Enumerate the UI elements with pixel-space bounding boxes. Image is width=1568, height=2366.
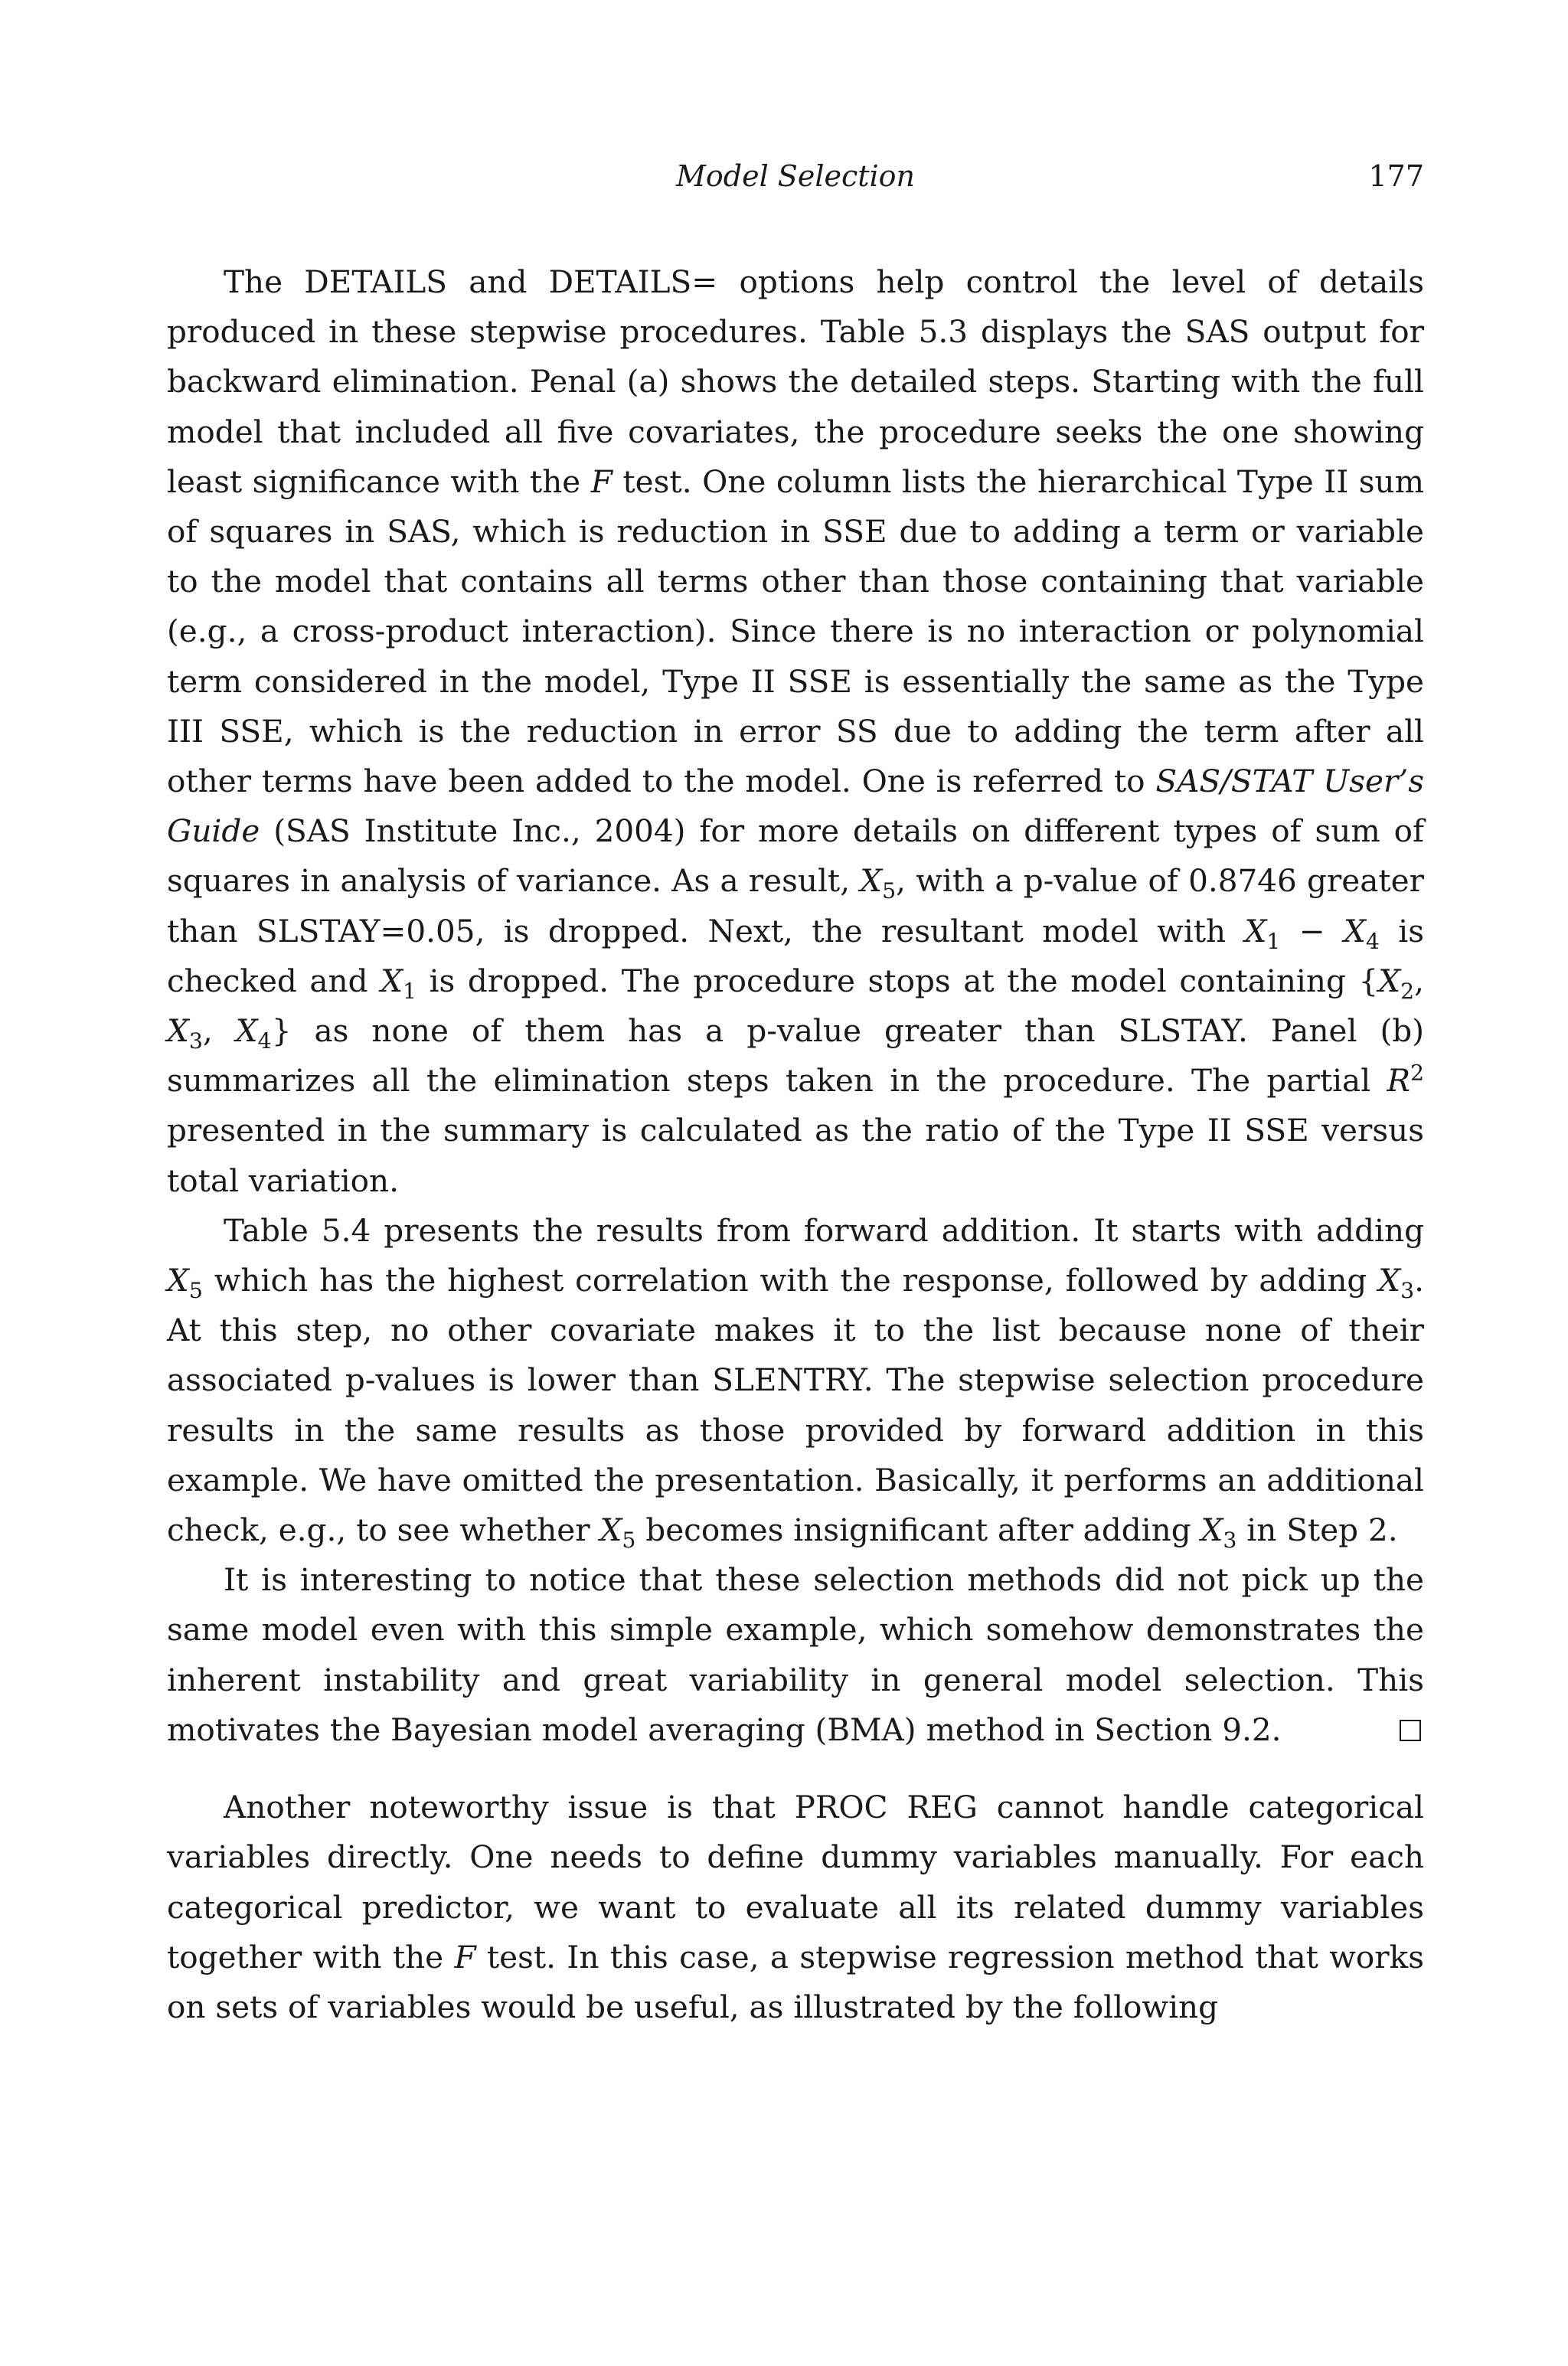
- running-head: [167, 153, 1424, 199]
- page-number: 177: [1368, 159, 1424, 193]
- paragraph-instability: [167, 1555, 1424, 1755]
- paragraph-forward-addition: Table 5.4 presents the results from forward addition. It starts with adding $X_5$ which has the highest correlation with the response, followed by adding $X_3$. At this step, no other covariate makes it to the list because none of their associated p-values is lower than SLENTRY. The stepwise selection procedure results in the same results as those provided by forward addition in this example. We have omitted the presentation. Basically, it performs an additional check, e.g., to see whether $X_5$ becomes insignificant after adding $X_3$ in Step 2.: [167, 1211, 1424, 1554]
- body-text: [167, 257, 1424, 2032]
- paragraph-categorical-variables: Another noteworthy issue is that PROC REG cannot handle categorical variables directly. One needs to define dummy variables manually. For each categorical predictor, we want to evaluate all its related dummy variables together with the F test. In this case, a stepwise regression method that works on sets of variables would be useful, as illustrated by the following: [167, 1789, 1424, 2025]
- running-title: Model Selection: [675, 159, 916, 193]
- qed-square-icon: [1400, 1720, 1421, 1741]
- page: [167, 0, 1424, 2366]
- paragraph-backward-elimination: The DETAILS and DETAILS= options help control the level of details produced in these stepwise procedures. Table 5.3 displays the SAS output for backward elimination. Penal (a) shows the detailed steps. Starting with the full model that included all five covariates, the procedure seeks the one showing least significance with the F test. One column lists the hierarchical Type II sum of squares in SAS, which is reduction in SSE due to adding a term or variable to the model that contains all terms other than those containing that variable (e.g., a cross-product interaction). Since there is no interaction or polynomial term considered in the model, Type II SSE is essentially the same as the Type III SSE, which is the reduction in error SS due to adding the term after all other terms have been added to the model. One is referred to SAS/STAT User’s Guide (SAS Institute Inc., 2004) for more details on different types of sum of squares in analysis of variance. As a result, $X_5$, with a p-value of 0.8746 greater than SLSTAY=0.05, is dropped. Next, the resultant model with $X_1 - X_4$ is checked and $X_1$ is dropped. The procedure stops at the model containing {$X_2$, $X_3$, $X_4$} as none of them has a p-value greater than SLSTAY. Panel (b) summarizes all the elimination steps taken in the procedure. The partial $R^2$ presented in the summary is calculated as the ratio of the Type II SSE versus total variation.: [167, 263, 1425, 1199]
- paragraph-instability-text: It is interesting to notice that these selection methods did not pick up the same model even with this simple example, which somehow demonstrates the inherent instability and great variability in general model selection. This motivates the Bayesian model averaging (BMA) method in Section 9.2.: [167, 1561, 1424, 1748]
